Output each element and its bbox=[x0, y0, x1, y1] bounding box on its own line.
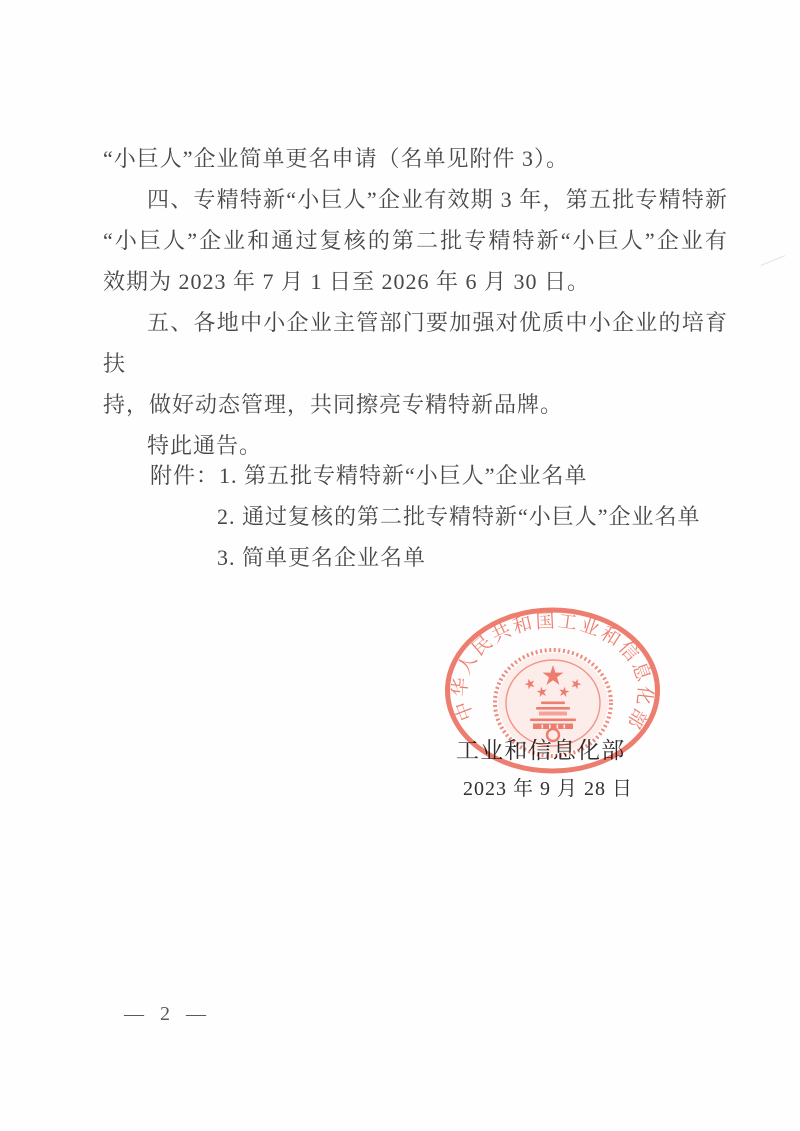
attachments-label: 附件： bbox=[150, 463, 220, 488]
scan-artifact-mark bbox=[761, 255, 785, 266]
body-line: “小巨人”企业简单更名申请（名单见附件 3）。 bbox=[103, 146, 570, 171]
notice-body bbox=[103, 138, 728, 466]
seal-ring-text: 中华人民共和国工业和信息化部 bbox=[449, 611, 656, 734]
body-line: 持，做好动态管理，共同擦亮专精特新品牌。 bbox=[103, 392, 564, 417]
issue-date: 2023 年 9 月 28 日 bbox=[463, 778, 633, 800]
attachment-item: 2. 通过复核的第二批专精特新“小巨人”企业名单 bbox=[217, 504, 701, 529]
body-line: 四、专精特新“小巨人”企业有效期 3 年，第五批专精特新 bbox=[147, 187, 728, 212]
official-seal bbox=[445, 607, 660, 774]
attachment-item-text: 1. 第五批专精特新“小巨人”企业名单 bbox=[219, 463, 588, 488]
attachment-item: 3. 简单更名企业名单 bbox=[217, 545, 427, 570]
body-line: 特此通告。 bbox=[147, 433, 263, 458]
attachments-list bbox=[150, 455, 730, 578]
body-line: 五、各地中小企业主管部门要加强对优质中小企业的培育扶 bbox=[103, 310, 728, 376]
body-line: 效期为 2023 年 7 月 1 日至 2026 年 6 月 30 日。 bbox=[103, 269, 591, 294]
national-emblem-icon bbox=[495, 650, 611, 756]
body-line: “小巨人”企业和通过复核的第二批专精特新“小巨人”企业有 bbox=[103, 228, 728, 253]
issuing-agency-signature: 工业和信息化部 bbox=[456, 738, 626, 763]
attachment-item bbox=[150, 455, 730, 496]
page-number: — 2 — bbox=[124, 1003, 207, 1025]
